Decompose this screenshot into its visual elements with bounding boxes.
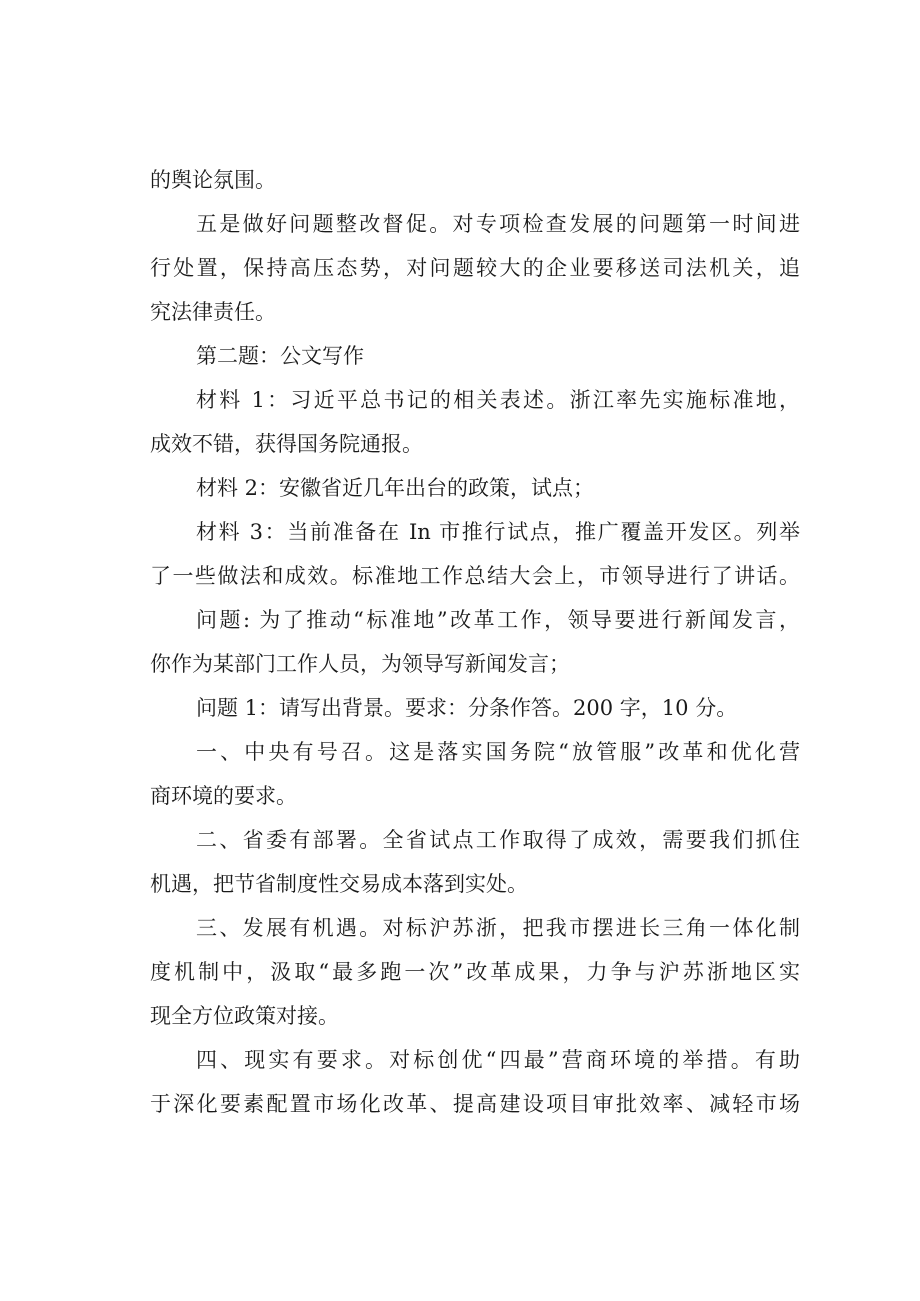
text-line: 二、省委有部署。全省试点工作取得了成效，需要我们抓住: [196, 828, 800, 852]
document-body: [150, 466, 800, 510]
text-line: 成效不错，获得国务院通报。: [150, 432, 423, 456]
document-body: [150, 158, 800, 202]
document-body: [150, 1038, 800, 1126]
text-line: 一、中央有号召。这是落实国务院“放管服”改革和优化营: [196, 740, 800, 764]
document-body: [150, 906, 800, 1038]
text-line: 材料 2：安徽省近几年出台的政策，试点；: [196, 476, 595, 500]
text-line: 究法律责任。: [150, 300, 276, 324]
text-line: 问题 1：请写出背景。要求：分条作答。200 字，10 分。: [196, 696, 738, 720]
document-body: [150, 730, 800, 818]
text-line: 四、现实有要求。对标创优“四最”营商环境的举措。有助: [196, 1048, 800, 1072]
document-body: [150, 202, 800, 334]
text-line: 三、发展有机遇。对标沪苏浙，把我市摆进长三角一体化制: [196, 916, 800, 940]
text-line: 问题: 为了推动“标准地”改革工作，领导要进行新闻发言，: [196, 608, 800, 632]
text-line: 于深化要素配置市场化改革、提高建设项目审批效率、减轻市场: [150, 1092, 800, 1116]
document-body: [150, 334, 800, 378]
text-line: 行处置，保持高压态势，对问题较大的企业要移送司法机关，追: [150, 256, 800, 280]
section-heading: 第二题：公文写作: [196, 344, 364, 368]
text-line: 五是做好问题整改督促。对专项检查发展的问题第一时间进: [196, 212, 800, 236]
text-line: 材料 3：当前准备在 In 市推行试点，推广覆盖开发区。列举: [196, 520, 800, 544]
document-body: [150, 686, 800, 730]
document-body: [150, 598, 800, 686]
text-line: 的舆论氛围。: [150, 168, 276, 192]
text-line: 你作为某部门工作人员，为领导写新闻发言；: [150, 652, 570, 676]
document-body: [150, 818, 800, 906]
text-line: 机遇，把节省制度性交易成本落到实处。: [150, 872, 528, 896]
text-line: 商环境的要求。: [150, 784, 297, 808]
document-body: [150, 510, 800, 598]
text-line: 度机制中，汲取“最多跑一次”改革成果，力争与沪苏浙地区实: [150, 960, 800, 984]
text-line: 现全方位政策对接。: [150, 1004, 339, 1028]
text-line: 了一些做法和成效。标准地工作总结大会上，市领导进行了讲话。: [150, 564, 800, 588]
document-body: [150, 378, 800, 466]
text-line: 材料 1：习近平总书记的相关表述。浙江率先实施标准地，: [196, 388, 800, 412]
